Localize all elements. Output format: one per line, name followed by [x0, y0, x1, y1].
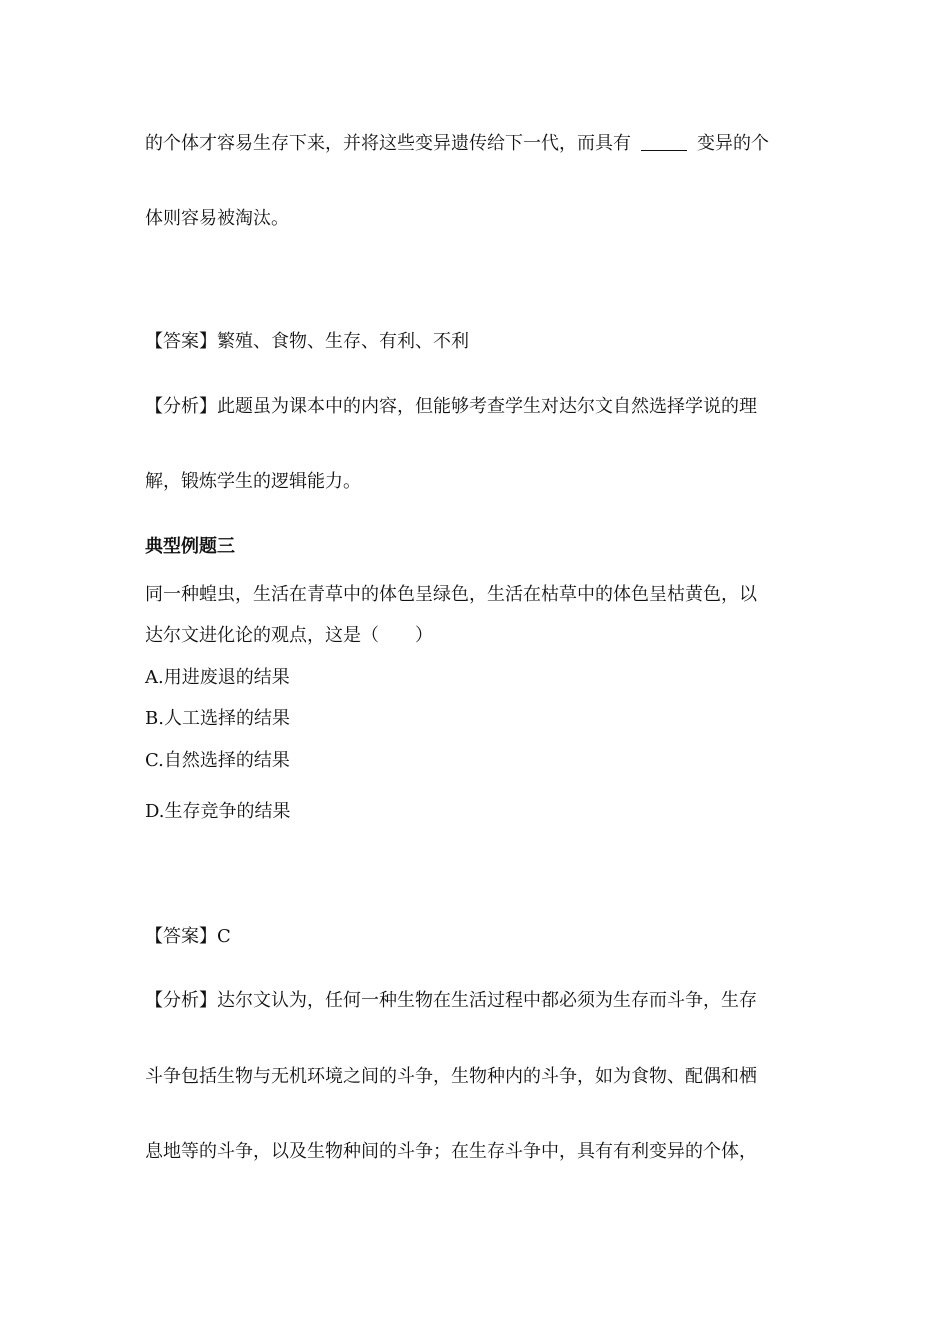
answer-2: 【答案】C	[145, 926, 231, 947]
analysis-2-line-2: 斗争包括生物与无机环境之间的斗争，生物种内的斗争，如为食物、配偶和栖	[145, 1066, 757, 1087]
analysis-1-line-2: 解，锻炼学生的逻辑能力。	[145, 471, 361, 492]
question-line-1: 同一种蝗虫，生活在青草中的体色呈绿色，生活在枯草中的体色呈枯黄色，以	[145, 584, 757, 605]
analysis-1-line-1: 【分析】此题虽为课本中的内容，但能够考查学生对达尔文自然选择学说的理	[145, 396, 757, 417]
text-before-blank: 的个体才容易生存下来，并将这些变异遗传给下一代，而具有	[145, 133, 631, 154]
question-line-2: 达尔文进化论的观点，这是（ ）	[145, 625, 433, 646]
answer-1: 【答案】繁殖、食物、生存、有利、不利	[145, 331, 469, 352]
fill-in-blank	[641, 132, 687, 151]
text-line-1	[145, 132, 769, 156]
option-b: B.人工选择的结果	[145, 708, 290, 729]
example-heading: 典型例题三	[145, 536, 235, 557]
analysis-2-line-1: 【分析】达尔文认为，任何一种生物在生活过程中都必须为生存而斗争，生存	[145, 990, 757, 1011]
option-a: A.用进废退的结果	[145, 667, 290, 688]
analysis-2-line-3: 息地等的斗争，以及生物种间的斗争；在生存斗争中，具有有利变异的个体，	[145, 1141, 757, 1162]
text-line-2: 体则容易被淘汰。	[145, 208, 289, 229]
text-after-blank: 变异的个	[697, 133, 769, 154]
option-d: D.生存竞争的结果	[145, 801, 291, 822]
option-c: C.自然选择的结果	[145, 750, 290, 771]
